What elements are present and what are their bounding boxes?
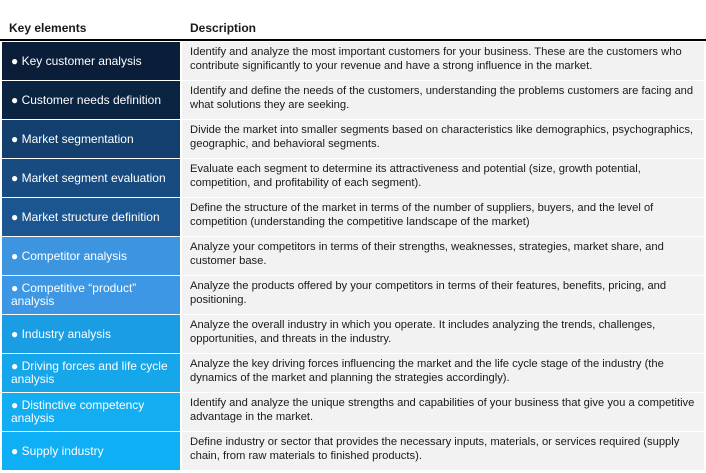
key-element-cell: ● Distinctive competency analysis (2, 393, 180, 431)
key-element-cell: ● Market structure definition (2, 198, 180, 236)
key-element-cell: ● Industry analysis (2, 315, 180, 353)
key-element-cell: ● Supply industry (2, 432, 180, 470)
table-row (0, 237, 706, 275)
table-row (0, 354, 706, 392)
key-element-cell: ● Competitor analysis (2, 237, 180, 275)
description-cell: Define the structure of the market in terms of the number of suppliers, buyers, and the level of competition (understanding the competitive landscape of the market) (182, 198, 704, 236)
table-header (0, 0, 706, 40)
key-element-cell: ● Market segment evaluation (2, 159, 180, 197)
key-element-cell: ● Driving forces and life cycle analysis (2, 354, 180, 392)
table-row (0, 276, 706, 314)
key-element-cell: ● Competitive “product” analysis (2, 276, 180, 314)
description-cell: Analyze your competitors in terms of their strengths, weaknesses, strategies, market share, and customer base. (182, 237, 704, 275)
table-row (0, 159, 706, 197)
key-element-cell: ● Key customer analysis (2, 42, 180, 80)
description-cell: Analyze the key driving forces influencing the market and the life cycle stage of the industry (the dynamics of the market and planning the strategies accordingly). (182, 354, 704, 392)
table-row (0, 432, 706, 470)
description-cell: Identify and define the needs of the customers, understanding the problems customers are facing and what solutions they are seeking. (182, 81, 704, 119)
table-row (0, 198, 706, 236)
description-cell: Divide the market into smaller segments based on characteristics like demographics, psychographics, geographic, and behavioral segments. (182, 120, 704, 158)
description-cell: Evaluate each segment to determine its attractiveness and potential (size, growth potential, competition, and profitability of each segment). (182, 159, 704, 197)
table-row (0, 42, 706, 80)
column-header-description: Description (190, 21, 257, 35)
table-row (0, 81, 706, 119)
key-element-cell: ● Market segmentation (2, 120, 180, 158)
header-divider (0, 39, 706, 41)
description-cell: Analyze the products offered by your competitors in terms of their features, benefits, pricing, and positioning. (182, 276, 704, 314)
table-row (0, 393, 706, 431)
column-header-key-elements: Key elements (9, 21, 87, 35)
key-element-cell: ● Customer needs definition (2, 81, 180, 119)
description-cell: Identify and analyze the unique strengths and capabilities of your business that give you a competitive advantage in the market. (182, 393, 704, 431)
description-cell: Analyze the overall industry in which you operate. It includes analyzing the trends, challenges, opportunities, and threats in the industry. (182, 315, 704, 353)
description-cell: Define industry or sector that provides the necessary inputs, materials, or services required (supply chain, from raw materials to finished products). (182, 432, 704, 470)
description-cell: Identify and analyze the most important customers for your business. These are the customers who contribute significantly to your revenue and have a strong influence in the market. (182, 42, 704, 80)
table-row (0, 120, 706, 158)
table-row (0, 315, 706, 353)
